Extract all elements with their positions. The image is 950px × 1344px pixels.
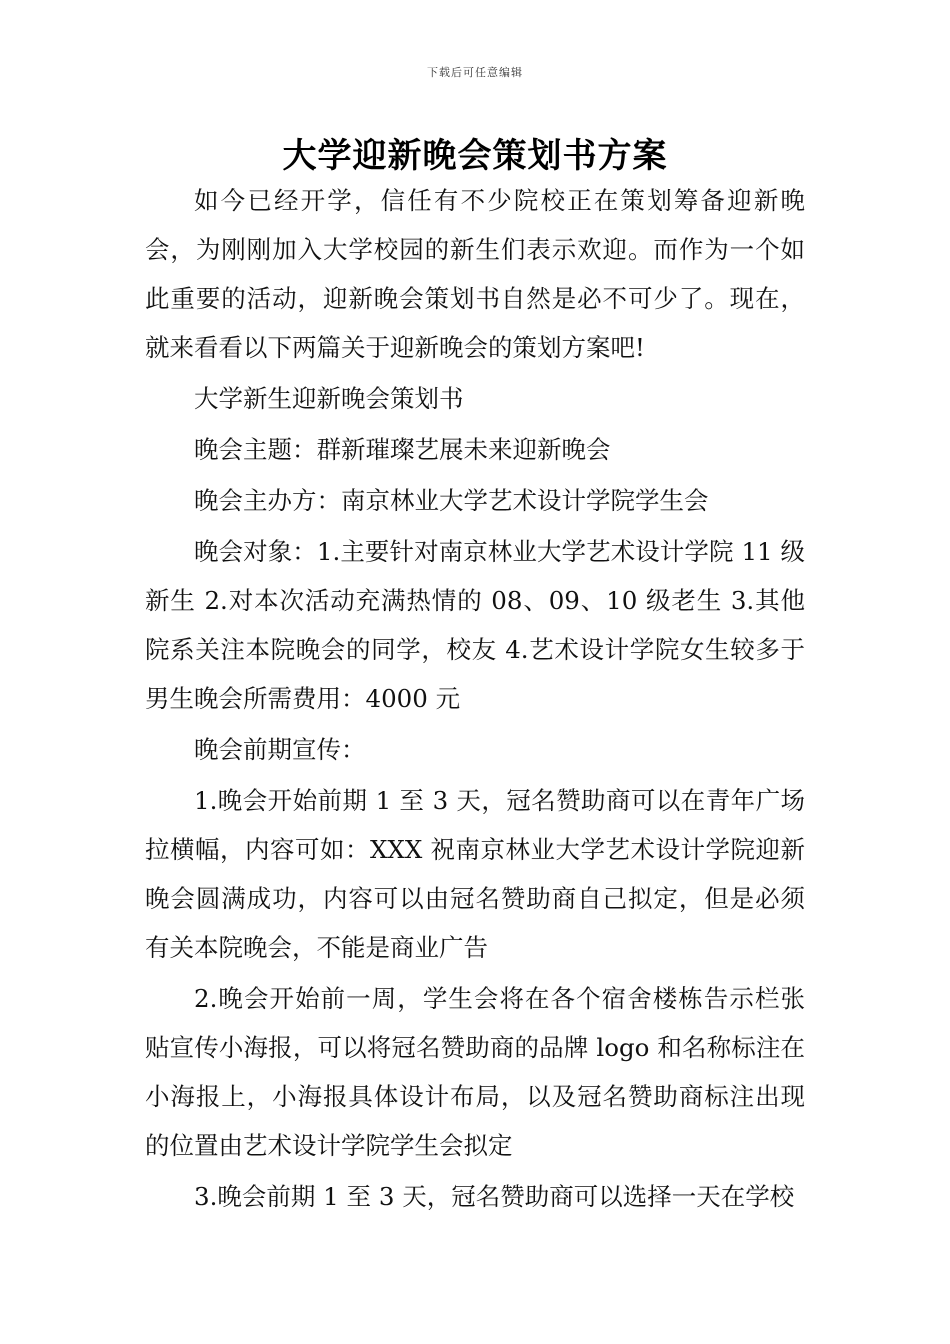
- event-theme: 晚会主题：群新璀璨艺展未来迎新晚会: [194, 435, 611, 464]
- document-title: 大学迎新晚会策划书方案: [282, 136, 668, 176]
- promotion-item-2: 2.晚会开始前一周，学生会将在各个宿舍楼栋告示栏张贴宣传小海报，可以将冠名赞助商的品牌 logo 和名称标注在小海报上，小海报具体设计布局，以及冠名赞助商标注出现的位置由艺术设计学院学生会拟定: [145, 984, 805, 1160]
- event-audience: 晚会对象：1.主要针对南京林业大学艺术设计学院 11 级新生 2.对本次活动充满热情的 08、09、10 级老生 3.其他院系关注本院晚会的同学，校友 4.艺术设计学院女生较多于男生晚会所需费用：4000 元: [145, 537, 805, 713]
- promotion-item-1: 1.晚会开始前期 1 至 3 天，冠名赞助商可以在青年广场拉横幅，内容可如：XXX 祝南京林业大学艺术设计学院迎新晚会圆满成功，内容可以由冠名赞助商自己拟定，但是必须有关本院晚会，不能是商业广告: [145, 786, 805, 962]
- header-note: 下载后可任意编辑: [427, 66, 523, 79]
- section-heading: 大学新生迎新晚会策划书: [194, 384, 464, 413]
- intro-paragraph: 如今已经开学，信任有不少院校正在策划筹备迎新晚会，为刚刚加入大学校园的新生们表示欢迎。而作为一个如此重要的活动，迎新晚会策划书自然是必不可少了。现在，就来看看以下两篇关于迎新晚会的策划方案吧!: [145, 186, 805, 362]
- promotion-item-3: 3.晚会前期 1 至 3 天，冠名赞助商可以选择一天在学校: [194, 1182, 795, 1211]
- promotion-heading: 晚会前期宣传：: [194, 735, 366, 764]
- document-body: [145, 176, 805, 1223]
- event-organizer: 晚会主办方：南京林业大学艺术设计学院学生会: [194, 486, 709, 515]
